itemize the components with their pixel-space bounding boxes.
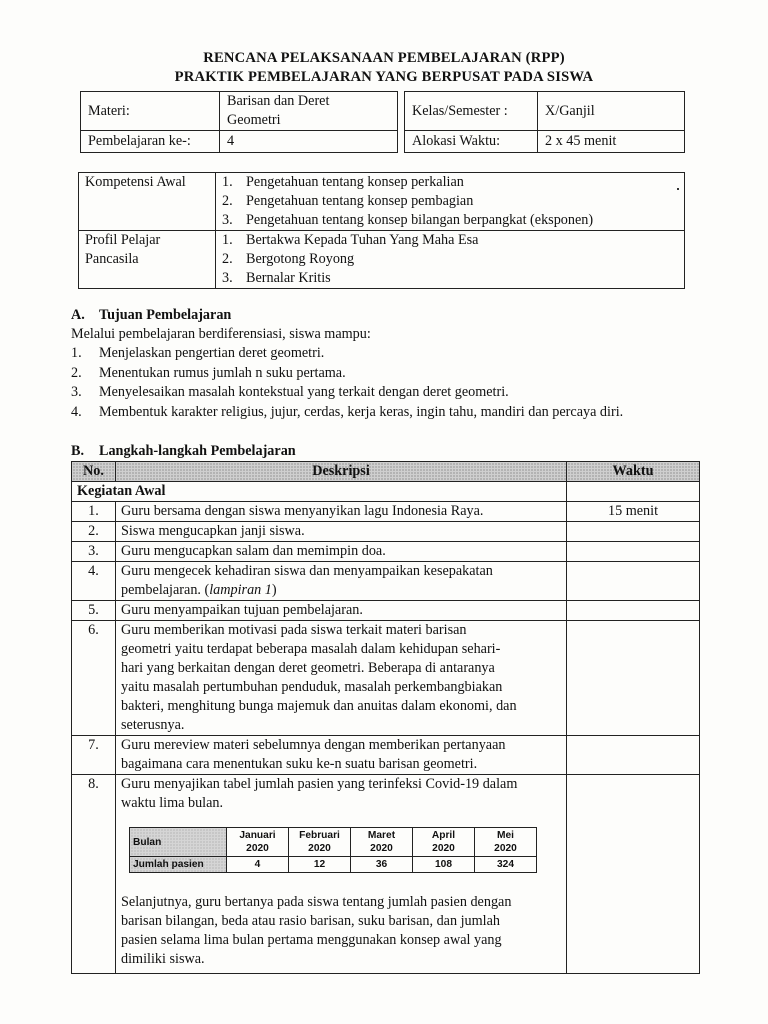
- section-letter: A.: [71, 307, 85, 323]
- row-description: Guru menyampaikan tujuan pembelajaran.: [116, 601, 567, 621]
- month-cell: [289, 828, 351, 857]
- section-b-heading: [71, 442, 296, 461]
- table-row: [72, 736, 700, 775]
- kelas-label: Kelas/Semester :: [405, 92, 538, 131]
- month-name: Mei: [497, 830, 514, 841]
- item-text: Membentuk karakter religius, jujur, cerdas, kerja keras, ingin tahu, mandiri dan percaya diri.: [99, 403, 624, 420]
- row-time: [567, 542, 700, 562]
- kompetensi-cell: [216, 173, 685, 231]
- table-row: [72, 502, 700, 522]
- info-table-right: [404, 91, 685, 153]
- month-cell: [351, 828, 413, 857]
- patient-count: 108: [413, 857, 475, 873]
- row-number: 4.: [72, 562, 116, 601]
- item-number: 4.: [71, 403, 82, 420]
- covid-patients-table: [129, 827, 537, 873]
- item-number: 1.: [222, 174, 233, 190]
- column-header-no: No.: [72, 462, 116, 482]
- kelas-value: X/Ganjil: [538, 92, 685, 131]
- item-number: 2.: [222, 193, 233, 209]
- row-number: 7.: [72, 736, 116, 775]
- column-header-deskripsi: Deskripsi: [116, 462, 567, 482]
- scan-speck: [677, 188, 679, 190]
- item-number: 3.: [222, 270, 233, 286]
- row-time: [567, 775, 700, 974]
- description-line: dimiliki siswa.: [121, 951, 205, 967]
- description-line: waktu lima bulan.: [121, 795, 224, 811]
- row-time: [567, 621, 700, 736]
- table-row: [72, 601, 700, 621]
- description-line: Guru mereview materi sebelumnya dengan memberikan pertanyaan: [121, 737, 506, 753]
- tujuan-list: [71, 344, 623, 422]
- list-item: [222, 211, 678, 230]
- alokasi-label: Alokasi Waktu:: [405, 131, 538, 153]
- item-number: 1.: [222, 232, 233, 248]
- list-item: [222, 269, 678, 288]
- month-cell: [475, 828, 537, 857]
- description-line: seterusnya.: [121, 717, 185, 733]
- item-text: Menyelesaikan masalah kontekstual yang terkait dengan deret geometri.: [99, 384, 509, 400]
- row-description: [116, 775, 567, 974]
- row-number: 5.: [72, 601, 116, 621]
- description-line: bagaimana cara menentukan suku ke-n suatu barisan geometri.: [121, 756, 478, 772]
- profile-table: [78, 172, 685, 289]
- item-text: Bergotong Royong: [246, 251, 355, 267]
- table-cell-empty: [567, 482, 700, 502]
- month-name: Maret: [367, 830, 396, 841]
- row-number: 2.: [72, 522, 116, 542]
- section-row-kegiatan-awal: Kegiatan Awal: [72, 482, 567, 502]
- row-time: [567, 562, 700, 601]
- row-number: 3.: [72, 542, 116, 562]
- description-text: ): [271, 582, 277, 598]
- description-line: barisan bilangan, beda atau rasio barisan, suku barisan, dan jumlah: [121, 913, 501, 929]
- month-name: Februari: [299, 830, 340, 841]
- list-item: [71, 364, 623, 384]
- list-item: [71, 344, 623, 364]
- table-row: [72, 775, 700, 974]
- item-text: Pengetahuan tentang konsep pembagian: [246, 193, 474, 209]
- month-cell: [413, 828, 475, 857]
- column-header-waktu: Waktu: [567, 462, 700, 482]
- description-line: hari yang berkaitan dengan deret geometri. Beberapa di antaranya: [121, 660, 495, 676]
- item-number: 3.: [222, 212, 233, 228]
- patient-count: 36: [351, 857, 413, 873]
- description-line: [121, 581, 561, 600]
- row-description: Guru mengucapkan salam dan memimpin doa.: [116, 542, 567, 562]
- covid-row-label: Jumlah pasien: [130, 857, 227, 873]
- description-line: Selanjutnya, guru bertanya pada siswa tentang jumlah pasien dengan: [121, 894, 512, 910]
- row-time: [567, 736, 700, 775]
- patient-count: 12: [289, 857, 351, 873]
- item-text: Menjelaskan pengertian deret geometri.: [99, 345, 325, 361]
- item-text: Bertakwa Kepada Tuhan Yang Maha Esa: [246, 232, 479, 248]
- row-description: [116, 562, 567, 601]
- description-line: Guru menyajikan tabel jumlah pasien yang terinfeksi Covid-19 dalam: [121, 776, 518, 792]
- materi-value-line-1: Barisan dan Deret: [227, 93, 330, 109]
- item-text: Pengetahuan tentang konsep bilangan berpangkat (eksponen): [246, 212, 594, 228]
- lampiran-reference: lampiran 1: [209, 582, 272, 598]
- month-year: 2020: [432, 843, 455, 854]
- patient-count: 324: [475, 857, 537, 873]
- row-description: Guru bersama dengan siswa menyanyikan lagu Indonesia Raya.: [116, 502, 567, 522]
- description-line: pasien selama lima bulan pertama menggunakan konsep awal yang: [121, 932, 502, 948]
- row-time: [567, 522, 700, 542]
- row-number: 6.: [72, 621, 116, 736]
- profil-label-line-1: Profil Pelajar: [85, 232, 161, 248]
- table-row: [72, 542, 700, 562]
- pembelajaran-label: Pembelajaran ke-:: [81, 131, 220, 153]
- row-description: [116, 736, 567, 775]
- item-number: 2.: [71, 364, 82, 381]
- tujuan-intro: Melalui pembelajaran berdiferensiasi, siswa mampu:: [71, 326, 371, 342]
- description-line: geometri yaitu terdapat beberapa masalah dalam kehidupan sehari-: [121, 641, 501, 657]
- document-subtitle: PRAKTIK PEMBELAJARAN YANG BERPUSAT PADA SISWA: [174, 69, 594, 85]
- table-row: [72, 621, 700, 736]
- profil-label: [79, 231, 216, 289]
- row-time: [567, 601, 700, 621]
- document-title: RENCANA PELAKSANAAN PEMBELAJARAN (RPP): [203, 50, 565, 66]
- section-title: Tujuan Pembelajaran: [99, 307, 232, 323]
- section-title: Langkah-langkah Pembelajaran: [99, 443, 296, 459]
- profil-cell: [216, 231, 685, 289]
- kompetensi-label: Kompetensi Awal: [79, 173, 216, 231]
- materi-value-line-2: Geometri: [227, 112, 281, 128]
- list-item: [222, 231, 678, 250]
- month-year: 2020: [308, 843, 331, 854]
- month-year: 2020: [370, 843, 393, 854]
- list-item: [222, 192, 678, 211]
- table-row: [72, 562, 700, 601]
- profil-label-line-2: Pancasila: [85, 251, 139, 267]
- description-line: bakteri, menghitung bunga majemuk dan anuitas dalam ekonomi, dan: [121, 698, 517, 714]
- description-line: Guru memberikan motivasi pada siswa terkait materi barisan: [121, 622, 467, 638]
- pembelajaran-value: 4: [220, 131, 398, 153]
- alokasi-value: 2 x 45 menit: [538, 131, 685, 153]
- list-item: [71, 403, 623, 423]
- materi-value: [220, 92, 398, 131]
- steps-table: [71, 461, 700, 974]
- covid-header-label: Bulan: [130, 828, 227, 857]
- row-description: [116, 621, 567, 736]
- month-name: April: [431, 830, 456, 841]
- description-text: pembelajaran. (: [121, 582, 210, 598]
- item-text: Bernalar Kritis: [246, 270, 331, 286]
- materi-label: Materi:: [81, 92, 220, 131]
- section-letter: B.: [71, 443, 85, 459]
- description-line: Guru mengecek kehadiran siswa dan menyampaikan kesepakatan: [121, 563, 493, 579]
- item-number: 3.: [71, 384, 82, 400]
- month-year: 2020: [246, 843, 269, 854]
- table-row: [72, 522, 700, 542]
- item-text: Pengetahuan tentang konsep perkalian: [246, 174, 464, 190]
- item-number: 1.: [71, 345, 82, 361]
- section-a-heading: [71, 306, 231, 325]
- item-text: Menentukan rumus jumlah n suku pertama.: [99, 364, 346, 381]
- description-line: yaitu masalah pertumbuhan penduduk, masalah perkembangbiakan: [121, 679, 503, 695]
- row-number: 8.: [72, 775, 116, 974]
- list-item: [71, 383, 623, 403]
- month-name: Januari: [239, 830, 276, 841]
- info-table-left: [80, 91, 398, 153]
- item-number: 2.: [222, 251, 233, 267]
- list-item: [222, 173, 678, 192]
- row-time: 15 menit: [567, 502, 700, 522]
- patient-count: 4: [227, 857, 289, 873]
- month-cell: [227, 828, 289, 857]
- list-item: [222, 250, 678, 269]
- month-year: 2020: [494, 843, 517, 854]
- row-description: Siswa mengucapkan janji siswa.: [116, 522, 567, 542]
- row-number: 1.: [72, 502, 116, 522]
